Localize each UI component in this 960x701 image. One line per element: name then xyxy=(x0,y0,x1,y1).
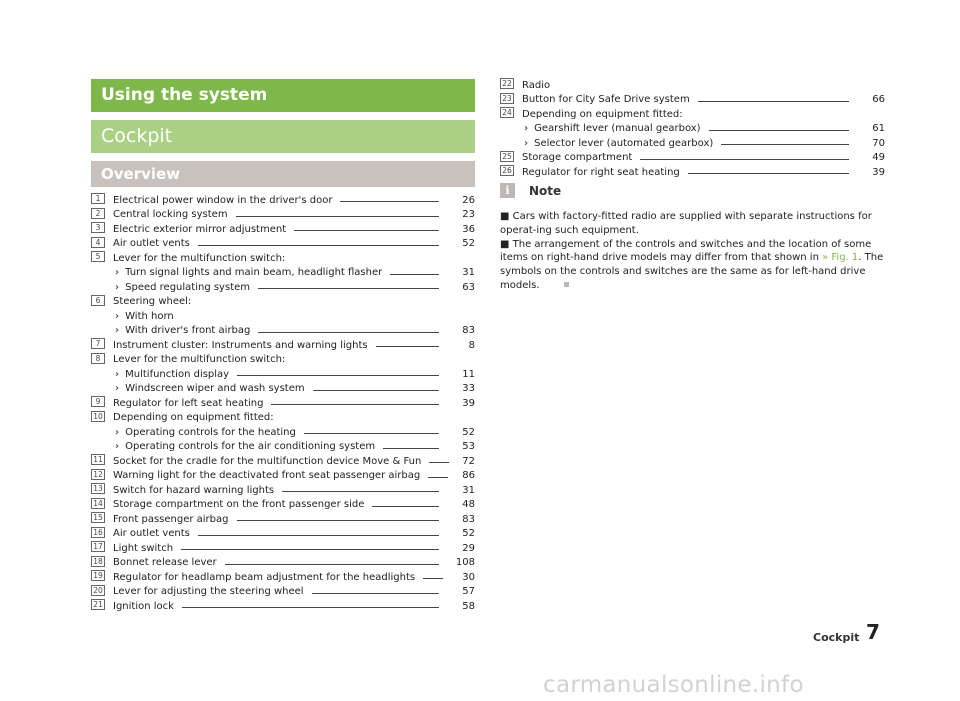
leader-line xyxy=(372,506,439,507)
overview-entry xyxy=(91,599,475,614)
item-line[interactable] xyxy=(91,193,475,208)
item-line[interactable] xyxy=(91,570,475,585)
page-number: 8 xyxy=(468,339,475,351)
item-number-box: 6 xyxy=(91,295,105,306)
overview-entry xyxy=(91,527,475,542)
note-text-1: Cars with factory-fitted radio are supplied with separate instructions for operat-ing such equipment. xyxy=(500,211,872,236)
item-text: Depending on equipment fitted: xyxy=(522,108,683,120)
leader-line xyxy=(390,274,439,275)
item-line xyxy=(91,251,475,266)
section-header-overview: Overview xyxy=(91,161,475,187)
item-number-box: 26 xyxy=(500,165,514,176)
item-number-box: 15 xyxy=(91,512,105,523)
leader-line xyxy=(282,491,439,492)
item-number-box: 12 xyxy=(91,469,105,480)
chevron-right-icon: › xyxy=(115,441,120,453)
item-line[interactable] xyxy=(500,165,885,180)
item-line[interactable] xyxy=(91,222,475,237)
sub-item-line[interactable] xyxy=(500,122,885,137)
overview-entry xyxy=(500,93,885,108)
sub-item-line[interactable] xyxy=(91,440,475,455)
leader-line xyxy=(721,144,849,145)
info-icon: i xyxy=(500,183,515,198)
page-number: 31 xyxy=(462,484,475,496)
overview-entry xyxy=(91,556,475,571)
item-text: Front passenger airbag xyxy=(113,513,229,525)
item-number-box: 10 xyxy=(91,411,105,422)
item-text: With driver's front airbag xyxy=(125,325,251,337)
overview-list-left xyxy=(91,193,475,614)
leader-line xyxy=(429,462,449,463)
sub-item-line[interactable] xyxy=(91,382,475,397)
item-text: Storage compartment xyxy=(522,152,633,164)
note-title: Note xyxy=(529,183,562,198)
page-number: 72 xyxy=(462,455,475,467)
item-text: Air outlet vents xyxy=(113,528,190,540)
page-number: 57 xyxy=(462,586,475,598)
item-text: Windscreen wiper and wash system xyxy=(125,383,305,395)
chevron-right-icon: › xyxy=(115,267,120,279)
item-line[interactable] xyxy=(500,93,885,108)
leader-line xyxy=(258,288,439,289)
sub-item-line[interactable] xyxy=(500,136,885,151)
leader-line xyxy=(237,375,439,376)
item-line[interactable] xyxy=(91,541,475,556)
overview-entry xyxy=(91,498,475,513)
item-line xyxy=(91,295,475,310)
note-paragraph-1 xyxy=(500,210,888,238)
chevron-right-icon: › xyxy=(115,325,120,337)
sub-item-line[interactable] xyxy=(91,425,475,440)
overview-entry xyxy=(500,107,885,151)
item-text: With horn xyxy=(125,310,174,322)
item-number-box: 1 xyxy=(91,193,105,204)
item-text: Radio xyxy=(522,79,551,91)
item-line[interactable] xyxy=(91,527,475,542)
leader-line xyxy=(304,433,439,434)
item-number-box: 17 xyxy=(91,541,105,552)
overview-entry xyxy=(91,570,475,585)
item-text: Instrument cluster: Instruments and warning lights xyxy=(113,339,368,351)
overview-entry xyxy=(91,585,475,600)
leader-line xyxy=(312,593,439,594)
overview-list-right xyxy=(500,78,885,180)
overview-entry xyxy=(91,353,475,397)
item-number-box: 13 xyxy=(91,483,105,494)
overview-entry xyxy=(91,396,475,411)
item-line[interactable] xyxy=(91,237,475,252)
leader-line xyxy=(294,230,439,231)
page-number: 48 xyxy=(462,499,475,511)
item-line[interactable] xyxy=(91,556,475,571)
overview-entry xyxy=(91,541,475,556)
page-number: 53 xyxy=(462,441,475,453)
sub-item-line[interactable] xyxy=(91,266,475,281)
item-line[interactable] xyxy=(91,469,475,484)
item-text: Gearshift lever (manual gearbox) xyxy=(534,123,701,135)
leader-line xyxy=(236,216,439,217)
item-number-box: 23 xyxy=(500,93,514,104)
leader-line xyxy=(428,477,448,478)
item-line xyxy=(500,78,885,93)
note-header xyxy=(500,183,561,198)
overview-entry xyxy=(91,483,475,498)
overview-entry xyxy=(91,193,475,208)
item-number-box: 11 xyxy=(91,454,105,465)
item-text: Electric exterior mirror adjustment xyxy=(113,223,287,235)
leader-line xyxy=(258,332,439,333)
overview-entry xyxy=(500,78,885,93)
page-number: 26 xyxy=(462,194,475,206)
page-number: 83 xyxy=(462,513,475,525)
leader-line xyxy=(709,130,849,131)
item-line xyxy=(91,411,475,426)
item-line[interactable] xyxy=(91,498,475,513)
item-text: Lever for the multifunction switch: xyxy=(113,252,286,264)
sub-item-line[interactable] xyxy=(91,367,475,382)
page-number: 29 xyxy=(462,542,475,554)
leader-line xyxy=(340,201,439,202)
item-text: Electrical power window in the driver's door xyxy=(113,194,333,206)
item-text: Light switch xyxy=(113,542,174,554)
item-number-box: 2 xyxy=(91,208,105,219)
note-text-2a: The arrangement of the controls and switches and the location of some items on right-hand drive models may differ from that shown in xyxy=(500,238,872,264)
chevron-right-icon: › xyxy=(524,123,529,135)
page-number: 61 xyxy=(872,123,885,135)
item-text: Turn signal lights and main beam, headlight flasher xyxy=(125,267,383,279)
chevron-right-icon: › xyxy=(115,368,120,380)
overview-entry xyxy=(91,237,475,252)
page-number: 83 xyxy=(462,325,475,337)
page-number: 30 xyxy=(462,571,475,583)
item-text: Button for City Safe Drive system xyxy=(522,94,690,106)
item-text: Air outlet vents xyxy=(113,238,190,250)
item-number-box: 7 xyxy=(91,338,105,349)
overview-entry xyxy=(91,208,475,223)
item-text: Lever for the multifunction switch: xyxy=(113,354,286,366)
item-text: Warning light for the deactivated front seat passenger airbag xyxy=(113,470,421,482)
item-line[interactable] xyxy=(91,483,475,498)
page-number: 52 xyxy=(462,528,475,540)
bullet: ■ xyxy=(500,211,510,222)
chevron-right-icon: › xyxy=(524,137,529,149)
item-line xyxy=(500,107,885,122)
leader-line xyxy=(271,404,439,405)
item-text: Depending on equipment fitted: xyxy=(113,412,274,424)
item-text: Multifunction display xyxy=(125,368,230,380)
page-number: 49 xyxy=(872,152,885,164)
leader-line xyxy=(198,535,439,536)
item-line[interactable] xyxy=(91,208,475,223)
watermark: carmanualsonline.info xyxy=(543,672,804,698)
item-number-box: 16 xyxy=(91,527,105,538)
item-number-box: 3 xyxy=(91,222,105,233)
overview-entry xyxy=(500,151,885,166)
item-number-box: 22 xyxy=(500,78,514,89)
item-number-box: 21 xyxy=(91,599,105,610)
overview-entry xyxy=(91,454,475,469)
item-number-box: 19 xyxy=(91,570,105,581)
leader-line xyxy=(376,346,439,347)
overview-entry xyxy=(91,295,475,339)
leader-line xyxy=(383,448,439,449)
item-number-box: 8 xyxy=(91,353,105,364)
item-number-box: 9 xyxy=(91,396,105,407)
item-text: Regulator for right seat heating xyxy=(522,166,680,178)
item-number-box: 20 xyxy=(91,585,105,596)
page-number: 70 xyxy=(872,137,885,149)
chevron-right-icon: › xyxy=(115,426,120,438)
item-line[interactable] xyxy=(91,396,475,411)
bullet: ■ xyxy=(500,238,510,250)
chevron-right-icon: › xyxy=(115,310,120,322)
overview-entry xyxy=(91,338,475,353)
section-header-using-the-system: Using the system xyxy=(91,79,475,112)
leader-line xyxy=(698,101,849,102)
leader-line xyxy=(688,173,849,174)
item-text: Operating controls for the air conditioning system xyxy=(125,441,376,453)
chevron-right-icon: › xyxy=(115,383,120,395)
leader-line xyxy=(198,245,439,246)
note-paragraph-2 xyxy=(500,238,888,293)
page-number: 86 xyxy=(462,470,475,482)
item-number-box: 18 xyxy=(91,556,105,567)
item-text: Steering wheel: xyxy=(113,296,192,308)
leader-line xyxy=(181,549,439,550)
item-line[interactable] xyxy=(91,585,475,600)
leader-line xyxy=(313,390,439,391)
chevron-right-icon: › xyxy=(115,281,120,293)
item-text: Selector lever (automated gearbox) xyxy=(534,137,714,149)
leader-line xyxy=(237,520,440,521)
page-number: 39 xyxy=(462,397,475,409)
leader-line xyxy=(182,607,439,608)
footer-page-number: 7 xyxy=(866,620,880,644)
section-header-cockpit: Cockpit xyxy=(91,120,475,153)
overview-entry xyxy=(91,469,475,484)
overview-entry xyxy=(91,512,475,527)
item-line[interactable] xyxy=(500,151,885,166)
page-number: 108 xyxy=(455,557,475,569)
item-text: Lever for adjusting the steering wheel xyxy=(113,586,304,598)
item-number-box: 5 xyxy=(91,251,105,262)
leader-line xyxy=(225,564,439,565)
item-text: Regulator for headlamp beam adjustment for the headlights xyxy=(113,571,416,583)
leader-line xyxy=(640,159,849,160)
item-line[interactable] xyxy=(91,512,475,527)
sub-item-line[interactable] xyxy=(91,280,475,295)
item-line xyxy=(91,353,475,368)
item-text: Switch for hazard warning lights xyxy=(113,484,275,496)
item-line[interactable] xyxy=(91,599,475,614)
page-number: 66 xyxy=(872,94,885,106)
item-text: Regulator for left seat heating xyxy=(113,397,264,409)
page-number: 31 xyxy=(462,267,475,279)
page-number: 11 xyxy=(462,368,475,380)
item-line[interactable] xyxy=(91,454,475,469)
note-body xyxy=(500,210,888,293)
item-number-box: 14 xyxy=(91,498,105,509)
page-number: 58 xyxy=(462,600,475,612)
item-number-box: 24 xyxy=(500,107,514,118)
overview-entry xyxy=(91,251,475,295)
item-text: Storage compartment on the front passenger side xyxy=(113,499,365,511)
sub-item-line[interactable] xyxy=(91,324,475,339)
page-number: 63 xyxy=(462,281,475,293)
figure-reference-link[interactable]: » Fig. 1 xyxy=(822,252,859,264)
item-text: Speed regulating system xyxy=(125,281,251,293)
end-of-section-marker xyxy=(564,282,569,287)
footer-section-label: Cockpit xyxy=(813,631,860,644)
item-text: Bonnet release lever xyxy=(113,557,217,569)
page-number: 52 xyxy=(462,238,475,250)
item-text: Socket for the cradle for the multifunction device Move & Fun xyxy=(113,455,422,467)
sub-item-line xyxy=(91,309,475,324)
overview-entry xyxy=(91,222,475,237)
overview-entry xyxy=(91,411,475,455)
page-number: 52 xyxy=(462,426,475,438)
page-number: 23 xyxy=(462,209,475,221)
item-text: Ignition lock xyxy=(113,600,174,612)
page-number: 36 xyxy=(462,223,475,235)
note-text-2b: . The symbols on the controls and switches are the same as for left-hand drive models. xyxy=(500,252,884,291)
overview-entry xyxy=(500,165,885,180)
item-text: Operating controls for the heating xyxy=(125,426,296,438)
item-number-box: 25 xyxy=(500,151,514,162)
item-text: Central locking system xyxy=(113,209,228,221)
leader-line xyxy=(423,578,443,579)
item-number-box: 4 xyxy=(91,237,105,248)
page-number: 33 xyxy=(462,383,475,395)
page-number: 39 xyxy=(872,166,885,178)
item-line[interactable] xyxy=(91,338,475,353)
